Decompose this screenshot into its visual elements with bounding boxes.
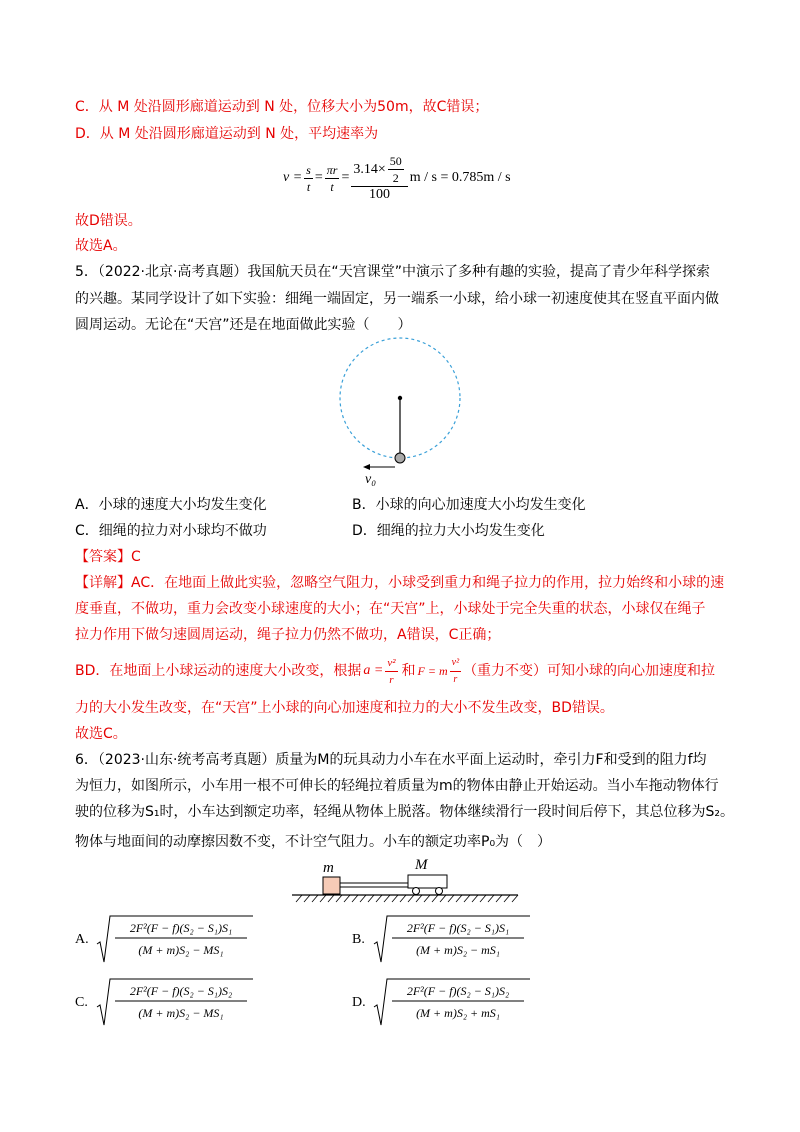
- speed-formula: v = $\frac{s}{t}$ = $\frac{\pi r}{t}$ = 3.14× $\frac{50}{2}$ 100 m / s = 0.785m / s: [283, 154, 511, 202]
- choice-numerator: 2F²(F − f)(S₂ − S₁)S₁: [129, 921, 233, 935]
- velocity-label: v₀: [365, 472, 377, 487]
- ground-hatching: [296, 895, 518, 902]
- frac-pir: πr: [326, 162, 338, 177]
- choice-numerator: 2F²(F − f)(S₂ − S₁)S₂: [129, 984, 233, 998]
- cart-figure: [290, 855, 520, 905]
- ball: [395, 453, 405, 463]
- option-b: B．小球的向心加速度大小均发生变化: [352, 497, 586, 513]
- detail-line6: 故选C。: [75, 726, 127, 742]
- question6-line2: 为恒力，如图所示，小车用一根不可伸长的轻绳拉着质量为m的物体由静止开始运动。当小车拖动物体行: [75, 778, 719, 794]
- choice-numerator: 2F²(F − f)(S₂ − S₁)S₁: [406, 921, 510, 935]
- choice-numerator: 2F²(F − f)(S₂ − S₁)S₂: [406, 984, 510, 998]
- block-m: [323, 877, 340, 894]
- detail-line2: 度垂直，不做功，重力会改变小球速度的大小；在“天宫”上，小球处于完全失重的状态，小球仅在绳子: [75, 601, 706, 617]
- cart-label: M: [415, 857, 428, 873]
- choice-label: C.: [75, 995, 88, 1010]
- block-label: m: [323, 860, 334, 876]
- radical-expression: [95, 912, 255, 964]
- cart-body: [408, 875, 447, 888]
- radical-expression: [372, 975, 532, 1027]
- detail-line5: 力的大小发生改变，在“天宫”上小球的向心加速度和拉力的大小不发生改变，BD错误。: [75, 700, 614, 716]
- question6-line4: 物体与地面间的动摩擦因数不变，不计空气阻力。小车的额定功率P₀为（ ）: [75, 834, 552, 850]
- velocity-arrowhead: [363, 464, 370, 470]
- question6-line1: 6．（2023·山东·统考高考真题）质量为M的玩具动力小车在水平面上运动时，牵引力F和受到的阻力f均: [75, 752, 707, 768]
- choice-denominator: (M + m)S₂ − MS₁: [138, 943, 224, 957]
- choice-label: A.: [75, 932, 89, 947]
- solution-line-c: C．从 M 处沿圆形廊道运动到 N 处，位移大小为50m，故C错误；: [75, 99, 489, 115]
- option-a: A．小球的速度大小均发生变化: [75, 497, 267, 513]
- question5-line2: 的兴趣。某同学设计了如下实验：细绳一端固定，另一端系一小球，给小球一初速度使其在竖直平面内做: [75, 291, 719, 307]
- answer-label: 【答案】C: [75, 549, 141, 565]
- cart-wheel-left: [413, 888, 420, 895]
- option-d: D．细绳的拉力大小均发生变化: [352, 523, 545, 539]
- radical-expression: [95, 975, 255, 1027]
- question5-line1: 5．（2022·北京·高考真题）我国航天员在“天宫课堂”中演示了多种有趣的实验，提高了青少年科学探索: [75, 264, 710, 280]
- choice-denominator: (M + m)S₂ − mS₁: [416, 943, 500, 957]
- numeric-fraction: 3.14× $\frac{50}{2}$ 100: [351, 153, 407, 203]
- choice-label: B.: [352, 932, 365, 947]
- choice-denominator: (M + m)S₂ − MS₁: [138, 1006, 224, 1020]
- option-c: C．细绳的拉力对小球均不做功: [75, 523, 267, 539]
- detail-line4: BD．在地面上小球运动的速度大小改变，根据 a = $\frac{\text{v²}}{r}$ 和 F = m $\frac{\text{v²}}{r}$ （重力不变）可知小球的向心加速度和拉: [75, 656, 716, 686]
- solution-conclusion: 故D错误。: [75, 213, 142, 229]
- question5-line3: 圆周运动。无论在“天宫”还是在地面做此实验（ ）: [75, 317, 412, 333]
- detail-line1: 【详解】AC．在地面上做此实验，忽略空气阻力，小球受到重力和绳子拉力的作用，拉力始终和小球的速: [75, 575, 725, 591]
- solution-line-d: D．从 M 处沿圆形廊道运动到 N 处，平均速率为: [75, 126, 379, 142]
- radical-expression: [372, 912, 532, 964]
- solution-choice: 故选A。: [75, 238, 127, 254]
- question6-line3: 驶的位移为S₁时，小车达到额定功率，轻绳从物体上脱落。物体继续滑行一段时间后停下，其总位移为S₂。: [75, 804, 734, 820]
- frac-s: s: [306, 162, 311, 177]
- choice-label: D.: [352, 995, 366, 1010]
- choice-denominator: (M + m)S₂ + mS₁: [416, 1006, 500, 1020]
- frac-t2: t: [330, 179, 334, 194]
- circular-motion-figure: [330, 335, 470, 490]
- detail-line3: 拉力作用下做匀速圆周运动，绳子拉力仍然不做功，A错误，C正确；: [75, 627, 501, 643]
- frac-t: t: [306, 179, 311, 194]
- cart-wheel-right: [436, 888, 443, 895]
